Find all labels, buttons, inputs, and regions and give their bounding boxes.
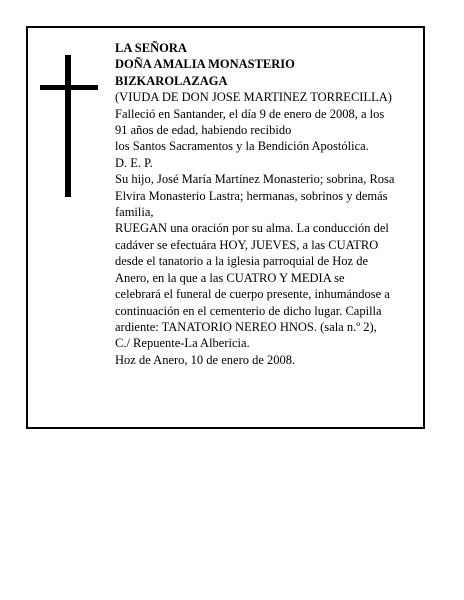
notice-body-line: familia, bbox=[115, 205, 154, 220]
notice-body-line: Anero, en la que a las CUATRO Y MEDIA se bbox=[115, 270, 345, 285]
notice-body-line: cadáver se efectuára HOY, JUEVES, a las CUATRO bbox=[115, 237, 379, 252]
notice-heading-line: LA SEÑORA bbox=[115, 41, 187, 55]
notice-body-line: C./ Repuente-La Albericia. bbox=[115, 336, 250, 351]
cross-vertical-bar bbox=[65, 55, 71, 197]
notice-heading-line: BIZKAROLAZAGA bbox=[115, 73, 228, 88]
cross-icon bbox=[40, 55, 98, 197]
notice-body-line: desde el tanatorio a la iglesia parroquial de Hoz de bbox=[115, 254, 369, 269]
notice-body-line: RUEGAN una oración por su alma. La conducción del bbox=[115, 221, 389, 236]
notice-body-line: Falleció en Santander, el día 9 de enero de 2008, a los bbox=[115, 106, 385, 121]
notice-body-line: D. E. P. bbox=[115, 155, 153, 170]
notice-body-line: Su hijo, José María Martínez Monasterio; sobrina, Rosa bbox=[115, 172, 395, 187]
notice-heading-line: DOÑA AMALIA MONASTERIO bbox=[115, 57, 295, 72]
notice-body-line: 91 años de edad, habiendo recibido bbox=[115, 123, 292, 138]
notice-body-line: Elvira Monasterio Lastra; hermanas, sobrinos y demás bbox=[115, 188, 388, 203]
notice-body-line: Hoz de Anero, 10 de enero de 2008. bbox=[115, 352, 296, 367]
cross-horizontal-bar bbox=[40, 85, 98, 90]
notice-body-line: (VIUDA DE DON JOSE MARTINEZ TORRECILLA) bbox=[115, 90, 392, 105]
notice-body-line: celebrará el funeral de cuerpo presente, inhumándose a bbox=[115, 287, 390, 302]
obituary-notice bbox=[26, 26, 425, 429]
notice-body-line: ardiente: TANATORIO NEREO HNOS. (sala n.º 2), bbox=[115, 319, 377, 334]
notice-text bbox=[115, 40, 423, 368]
notice-body-line: los Santos Sacramentos y la Bendición Apostólica. bbox=[115, 139, 369, 154]
notice-body-line: continuación en el cementerio de dicho lugar. Capilla bbox=[115, 303, 382, 318]
